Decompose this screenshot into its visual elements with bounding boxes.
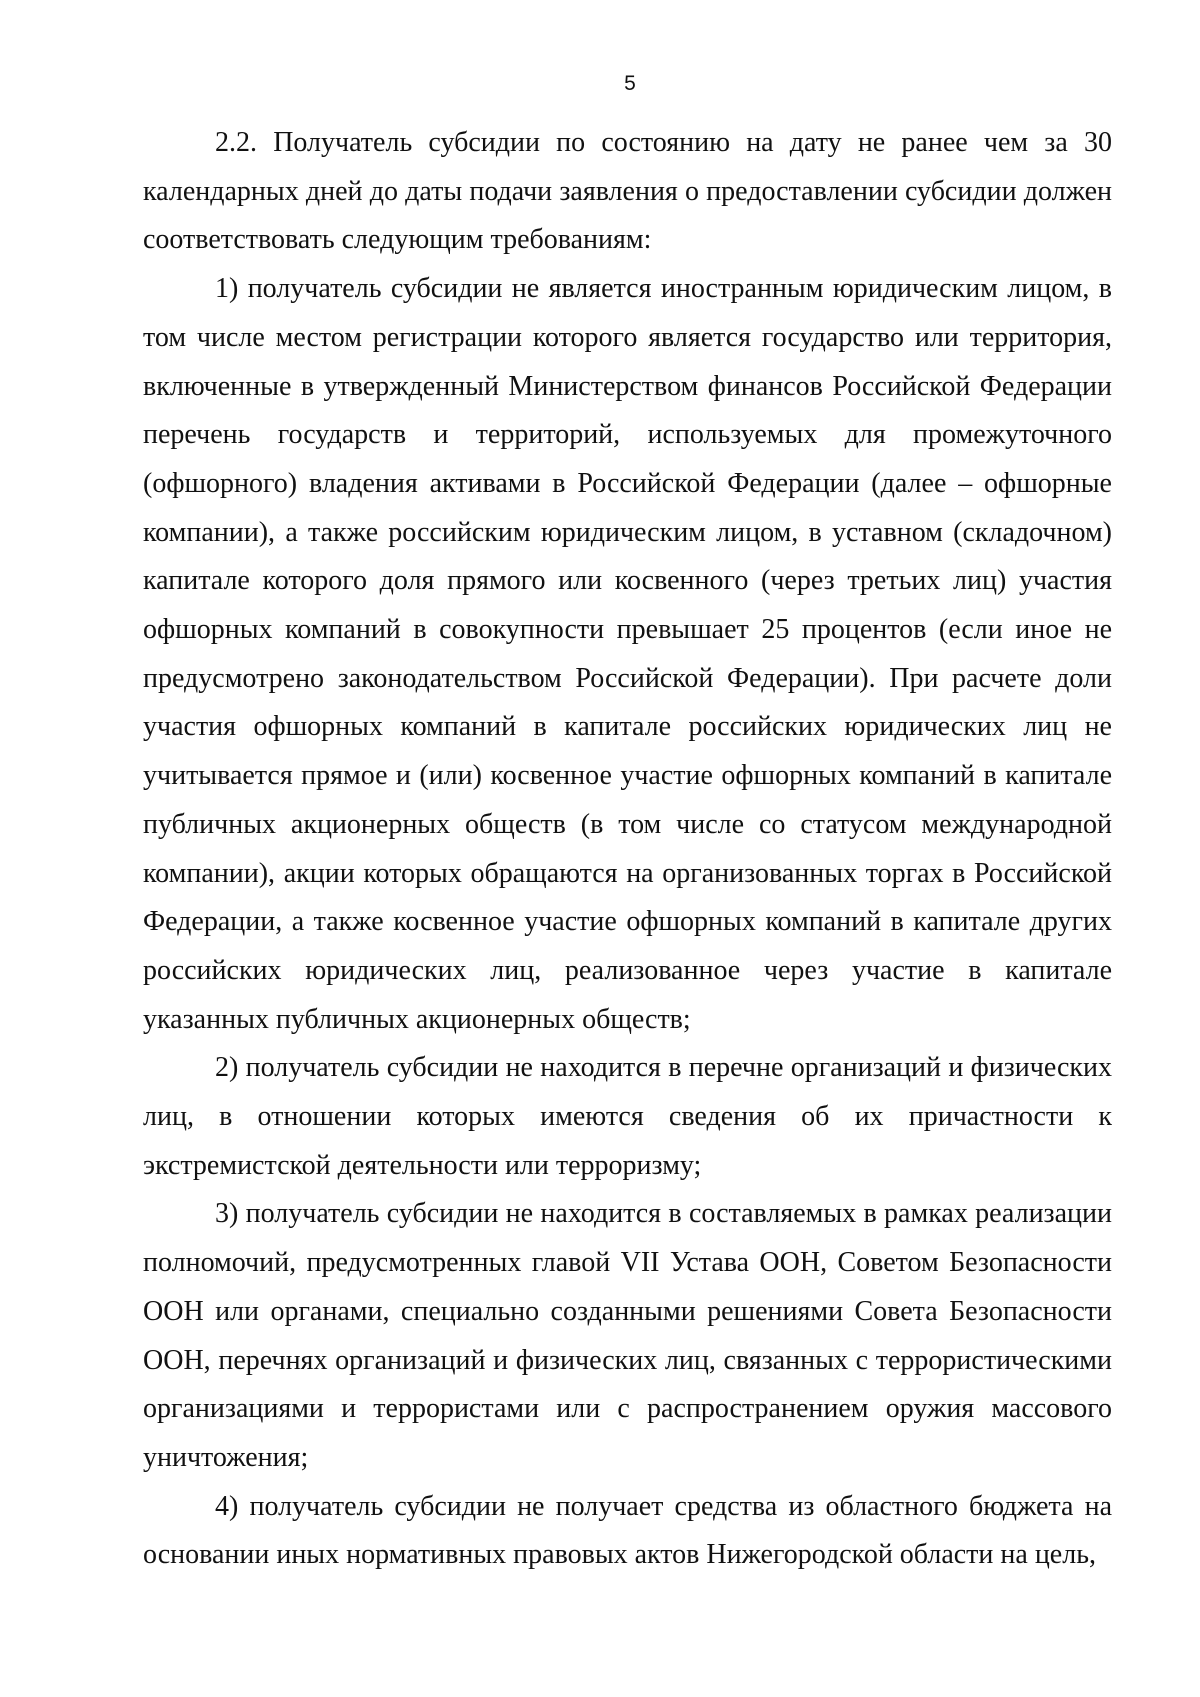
paragraph-item-4-regional-budget: 4) получатель субсидии не получает средства из областного бюджета на основании иных нормативных правовых актов Нижегородской области на цель,: [143, 1490, 1112, 1571]
paragraph-item-2-extremism: 2) получатель субсидии не находится в перечне организаций и физических лиц, в отношении которых имеются сведения об их причастности к экстремистской деятельности или терроризму;: [143, 1052, 1112, 1181]
paragraph-item-3-un-lists: 3) получатель субсидии не находится в составляемых в рамках реализации полномочий, предусмотренных главой VII Устава ООН, Советом Безопасности ООН или органами, специально созданными решениями Совета Безопасности ООН, перечнях организаций и физических лиц, связанных с террористическими организациями и террористами или с распространением оружия массового уничтожения;: [143, 1198, 1112, 1473]
paragraph-2-2-requirements: 2.2. Получатель субсидии по состоянию на дату не ранее чем за 30 календарных дней до даты подачи заявления о предоставлении субсидии должен соответствовать следующим требованиям:: [143, 127, 1112, 256]
document-body: [143, 119, 1112, 1580]
page-number: 5: [624, 72, 636, 95]
paragraph-item-1-offshore: 1) получатель субсидии не является иностранным юридическим лицом, в том числе местом регистрации которого является государство или территория, включенные в утвержденный Министерством финансов Российской Федерации перечень государств и территорий, используемых для промежуточного (офшорного) владения активами в Российской Федерации (далее – офшорные компании), а также российским юридическим лицом, в уставном (складочном) капитале которого доля прямого или косвенного (через третьих лиц) участия офшорных компаний в совокупности превышает 25 процентов (если иное не предусмотрено законодательством Российской Федерации). При расчете доли участия офшорных компаний в капитале российских юридических лиц не учитывается прямое и (или) косвенное участие офшорных компаний в капитале публичных акционерных обществ (в том числе со статусом международной компании), акции которых обращаются на организованных торгах в Российской Федерации, а также косвенное участие офшорных компаний в капитале других российских юридических лиц, реализованное через участие в капитале указанных публичных акционерных обществ;: [143, 273, 1112, 1035]
